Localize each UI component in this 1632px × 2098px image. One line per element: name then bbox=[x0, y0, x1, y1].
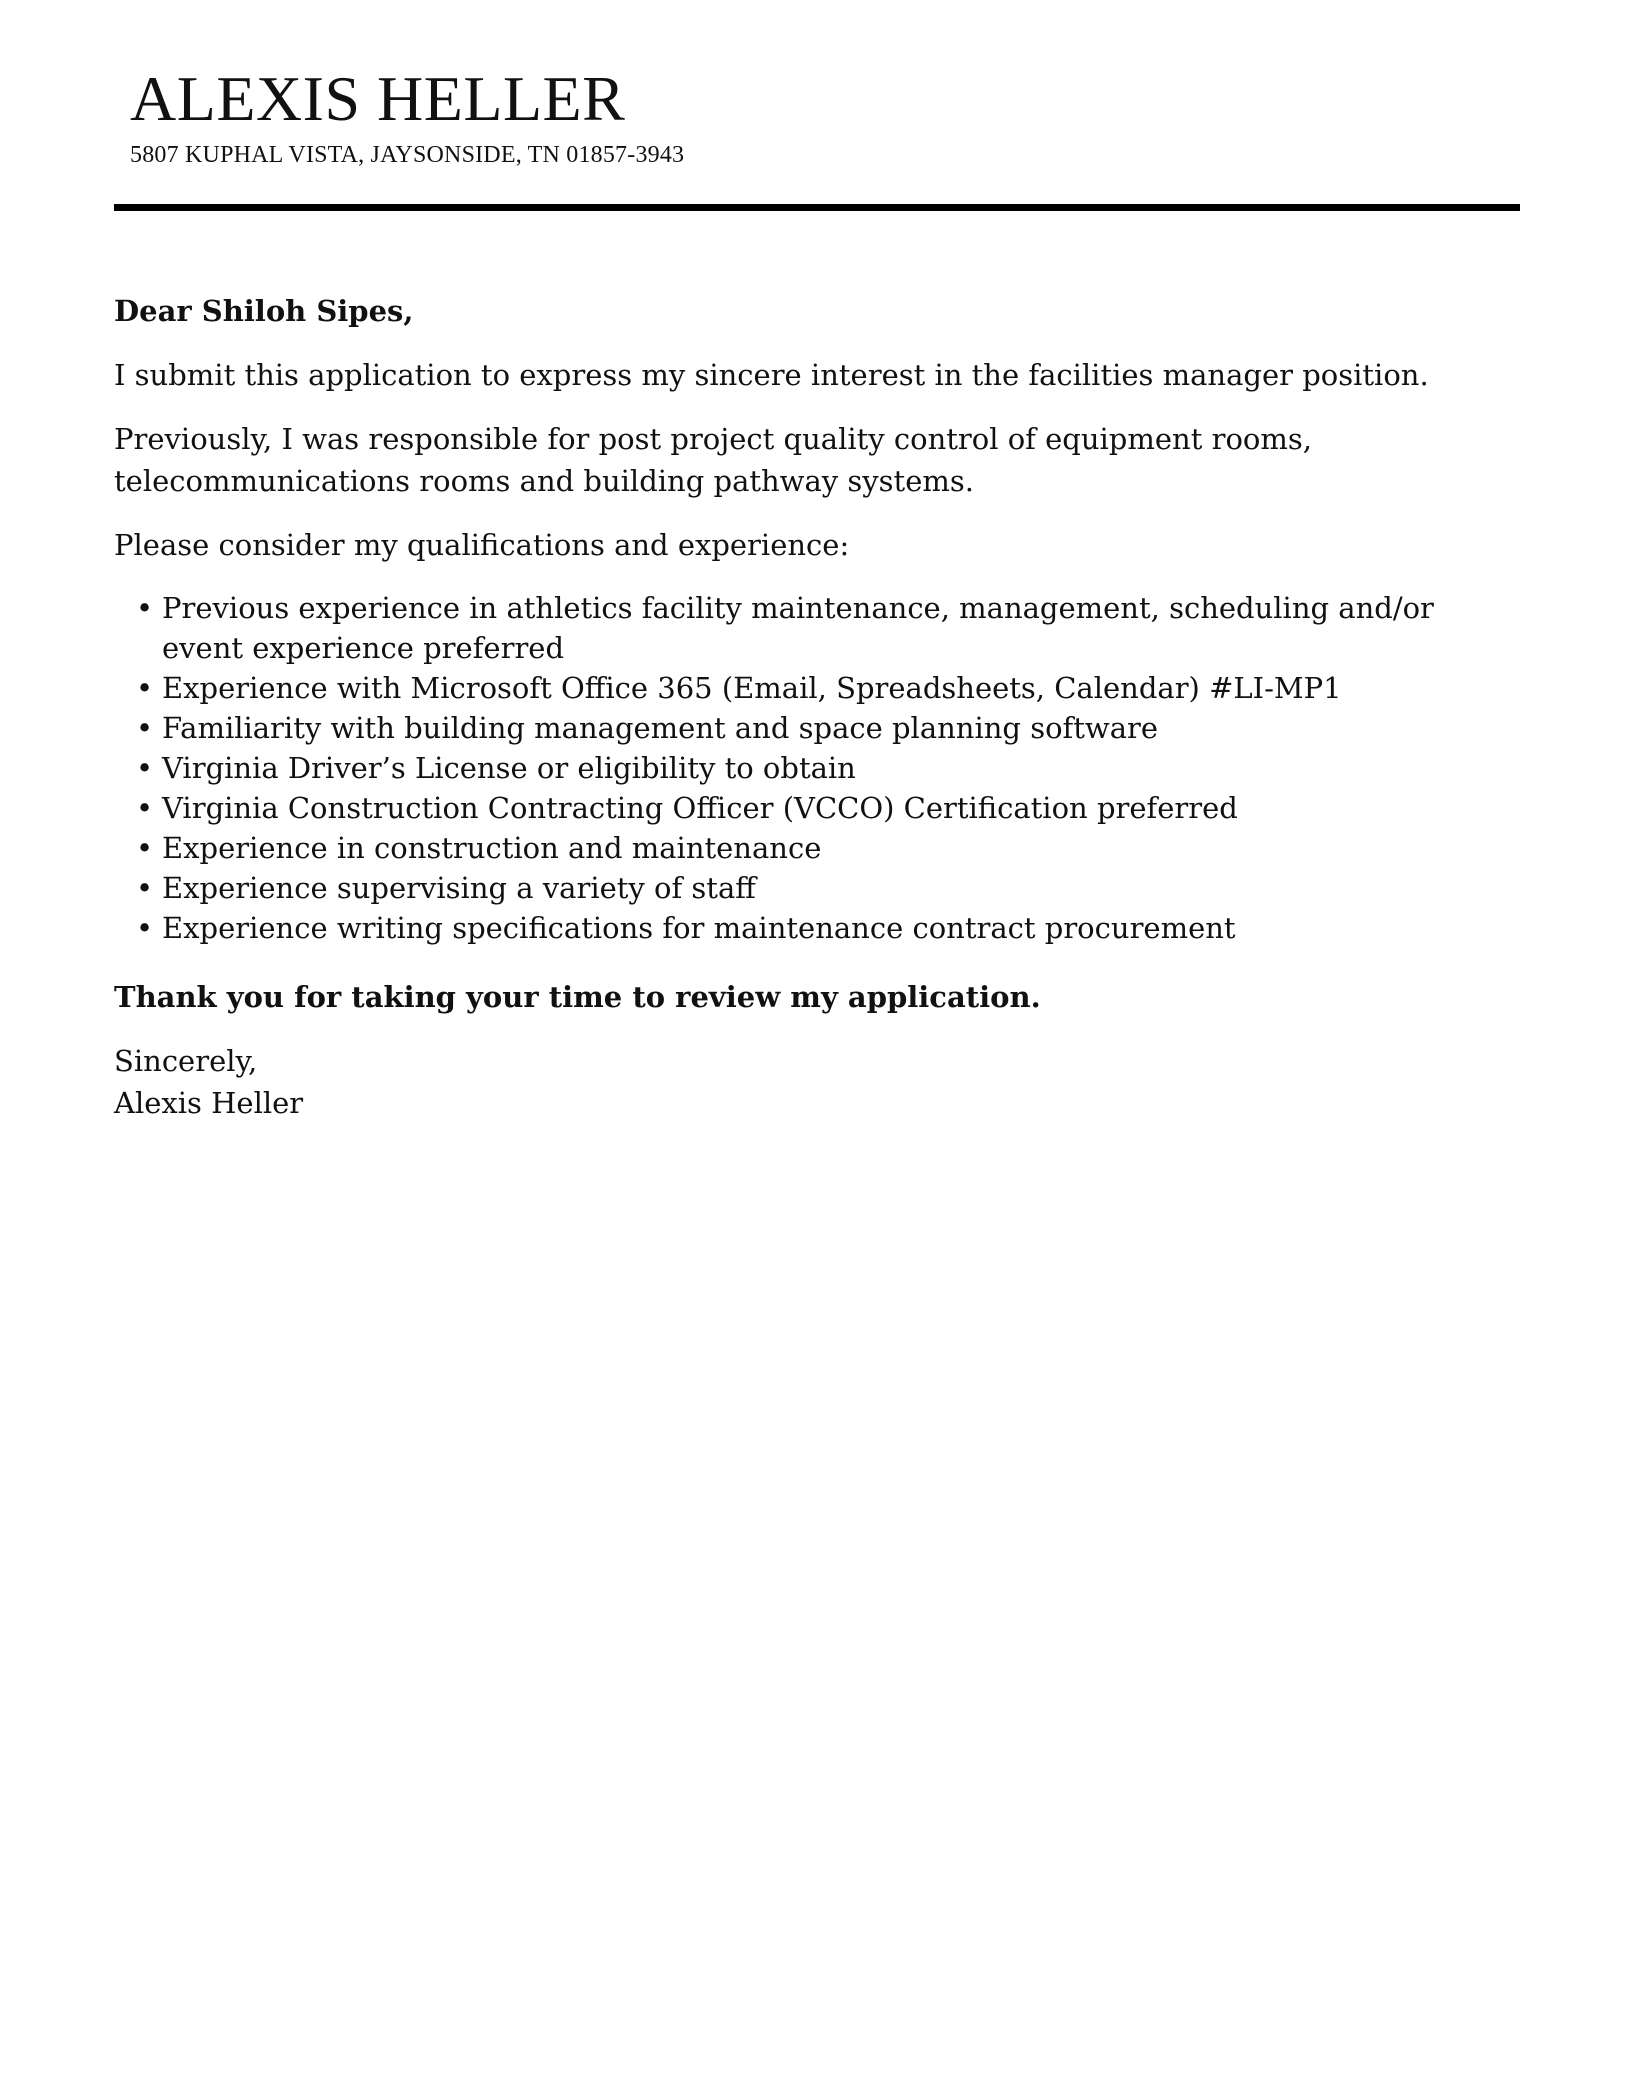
bullet-icon: • bbox=[136, 791, 154, 825]
list-item bbox=[136, 748, 1520, 788]
list-item bbox=[136, 828, 1520, 868]
qualifications-intro: Please consider my qualifications and experience: bbox=[114, 528, 850, 562]
list-item bbox=[136, 708, 1520, 748]
list-item bbox=[136, 668, 1520, 708]
intro-paragraph: I submit this application to express my sincere interest in the facilities manager position. bbox=[114, 358, 1429, 392]
header-divider bbox=[114, 204, 1520, 211]
list-item bbox=[136, 788, 1520, 828]
bullet-icon: • bbox=[136, 911, 154, 945]
qualification-text: Experience with Microsoft Office 365 (Email, Spreadsheets, Calendar) #LI-MP1 bbox=[162, 671, 1342, 705]
qualification-text: Familiarity with building management and space planning software bbox=[162, 711, 1159, 745]
qualification-text: Experience in construction and maintenance bbox=[162, 831, 822, 865]
qualification-text: Experience supervising a variety of staff bbox=[162, 871, 756, 905]
qualification-text: Previous experience in athletics facility maintenance, management, scheduling and/or event experience preferred bbox=[162, 591, 1434, 665]
bullet-icon: • bbox=[136, 831, 154, 865]
qualification-text: Experience writing specifications for maintenance contract procurement bbox=[162, 911, 1236, 945]
letter-body bbox=[114, 290, 1520, 1124]
qualifications-list bbox=[114, 588, 1520, 948]
qualification-text: Virginia Driver’s License or eligibility to obtain bbox=[162, 751, 856, 785]
thank-you-line: Thank you for taking your time to review my application. bbox=[114, 980, 1041, 1014]
bullet-icon: • bbox=[136, 711, 154, 745]
signoff: Sincerely, bbox=[114, 1044, 258, 1078]
bullet-icon: • bbox=[136, 591, 154, 625]
applicant-address: 5807 KUPHAL VISTA, JAYSONSIDE, TN 01857-3943 bbox=[130, 142, 685, 169]
letter-header bbox=[130, 64, 1510, 169]
list-item bbox=[136, 588, 1520, 668]
signature: Alexis Heller bbox=[114, 1086, 304, 1120]
bullet-icon: • bbox=[136, 871, 154, 905]
qualification-text: Virginia Construction Contracting Officer (VCCO) Certification preferred bbox=[162, 791, 1238, 825]
list-item bbox=[136, 868, 1520, 908]
applicant-name: ALEXIS HELLER bbox=[130, 63, 626, 134]
bullet-icon: • bbox=[136, 751, 154, 785]
bullet-icon: • bbox=[136, 671, 154, 705]
greeting: Dear Shiloh Sipes, bbox=[114, 294, 414, 328]
list-item bbox=[136, 908, 1520, 948]
previous-experience-paragraph: Previously, I was responsible for post project quality control of equipment rooms, telecommunications rooms and building pathway systems. bbox=[114, 422, 1312, 498]
